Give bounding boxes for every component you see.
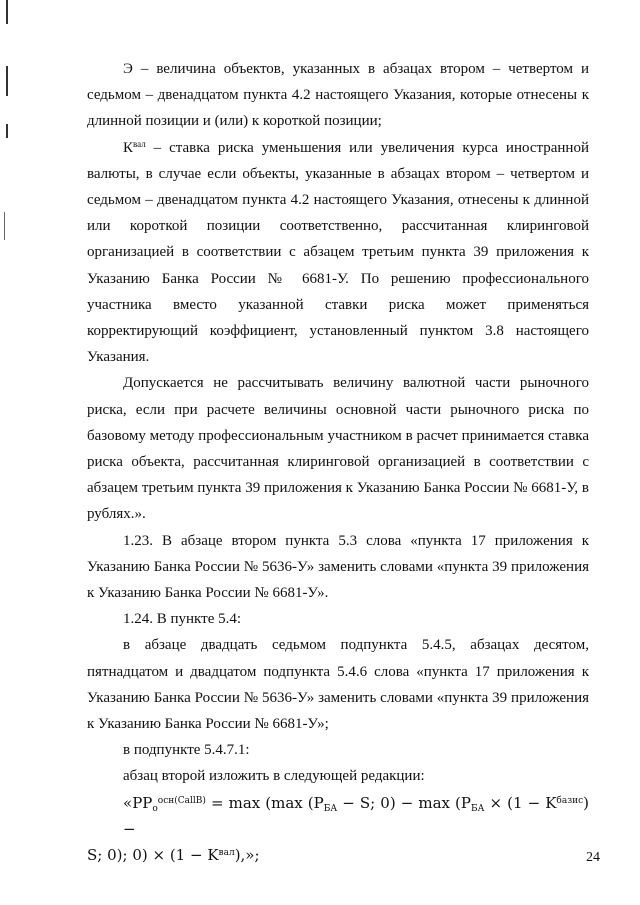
paragraph-e-definition: Э – величина объектов, указанных в абзацах втором – четвертом и седьмом – двенадцатом пункта 4.2 настоящего Указания, которые отнесены к длинной позиции и (или) к короткой позиции;	[87, 61, 589, 130]
formula-open-quote: «	[123, 793, 133, 812]
formula-lhs-subscript: о	[152, 803, 158, 814]
paragraph-allowance: Допускается не рассчитывать величину валютной части рыночного риска, если при расчете величины основной части рыночного риска по базовому методу профессиональным участником в расчет принимается ставка риска объекта, рассчитанная клиринговой организацией в соответствии с абзацем третьим пункта 39 приложения к Указанию Банка России № 6681-У, в рублях.».	[87, 375, 589, 523]
document-page	[87, 56, 589, 868]
kval-superscript: вал	[133, 138, 146, 149]
formula-part-2: − S; 0) − max (P	[337, 793, 471, 812]
formula-lhs: PP	[132, 793, 153, 812]
formula-line-1	[87, 790, 589, 842]
paragraph-subitem-5-4-7-1: в подпункте 5.4.7.1:	[123, 742, 250, 759]
kval-symbol: К	[123, 139, 134, 156]
scan-edge-mark	[4, 212, 5, 240]
kval-definition-text: – ставка риска уменьшения или увеличения курса иностранной валюты, в случае если объекты, указанные в абзацах втором – четвертом и седьмом – двенадцатом пункта 4.2 настоящего Указания, отнесены к длинной или короткой позиции соответственно, рассчитанная клиринговой организацией в соответствии с абзацем третьим пункта 39 приложения к Указанию Банка России № 6681-У. По решению профессионального участника вместо указанной ставки риска может применяться корректирующий коэффициент, установленный пунктом 3.8 настоящего Указания.	[87, 139, 589, 366]
scan-edge-mark	[6, 124, 8, 138]
formula-part-4: ) −	[123, 793, 590, 838]
scan-edge-mark	[6, 0, 8, 24]
formula-part-1: = max (max (P	[205, 793, 324, 812]
scan-edge-mark	[6, 66, 8, 96]
paragraph-item-1-24: 1.24. В пункте 5.4:	[123, 611, 242, 628]
paragraph-subitem-5-4-5: в абзаце двадцать седьмом подпункта 5.4.5, абзацах десятом, пятнадцатом и двадцатом подпункта 5.4.6 слова «пункта 17 приложения к Указанию Банка России № 5636-У» заменить словами «пункта 39 приложения к Указанию Банка России № 6681-У»;	[87, 637, 589, 733]
formula-kval-superscript: вал	[218, 848, 235, 859]
paragraph-item-1-23: 1.23. В абзаце втором пункта 5.3 слова «пункта 17 приложения к Указанию Банка России № 5636-У» заменить словами «пункта 39 приложения к Указанию Банка России № 6681-У».	[87, 532, 589, 602]
page-number: 24	[586, 850, 600, 865]
formula-lhs-superscript: осн(CallB)	[157, 795, 206, 806]
paragraph-kval-definition	[87, 135, 589, 371]
formula-part-3: × (1 − K	[484, 793, 557, 812]
formula-pba-subscript: БА	[323, 803, 338, 814]
formula-line-2-end: ),»;	[234, 846, 260, 865]
formula-kbasis-superscript: базис	[556, 795, 584, 806]
formula-line-2	[87, 842, 589, 868]
paragraph-new-wording: абзац второй изложить в следующей редакции:	[123, 768, 425, 785]
formula-pba-subscript: БА	[471, 803, 485, 814]
formula-line-2-start: S; 0); 0) × (1 − K	[87, 846, 219, 865]
